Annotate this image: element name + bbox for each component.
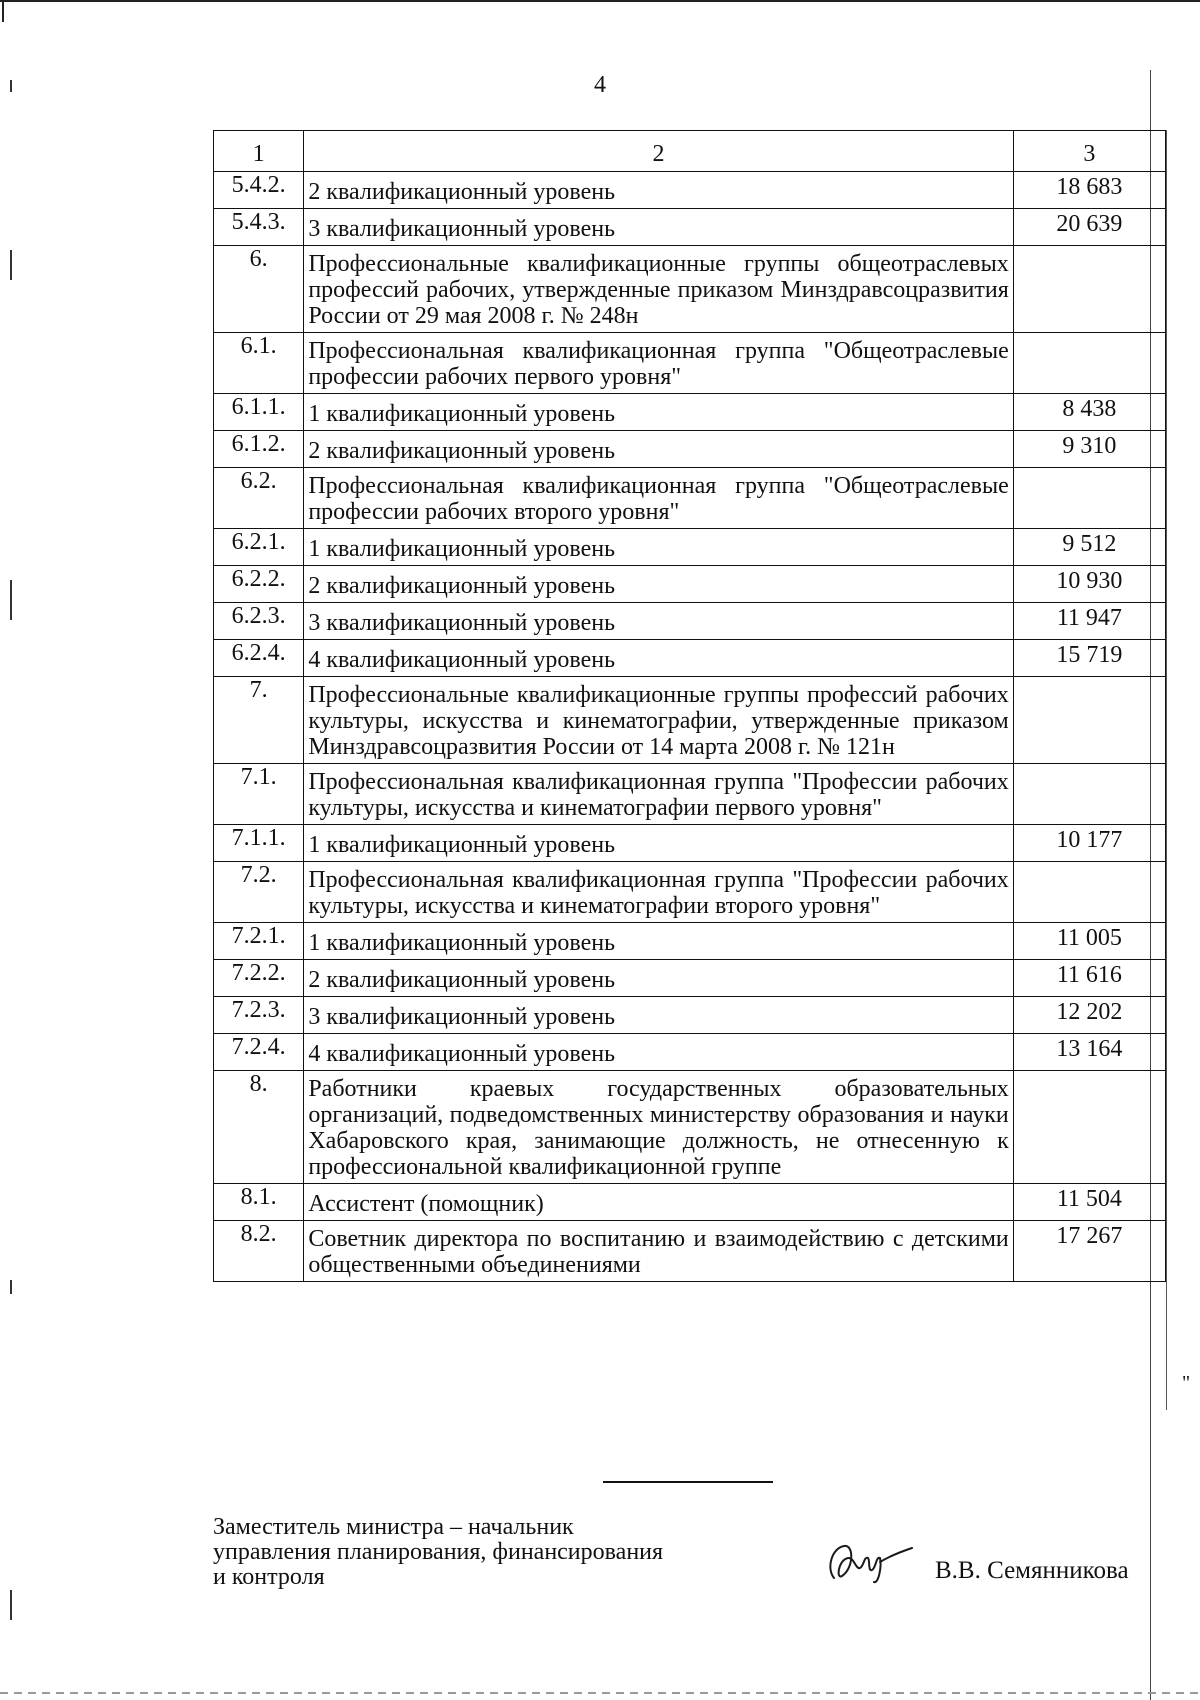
- row-description: 2 квалификационный уровень: [308, 179, 616, 205]
- table-row: [214, 997, 1166, 1034]
- row-value: [1018, 677, 1161, 679]
- scan-speck: [10, 1590, 12, 1620]
- table-row: [214, 566, 1166, 603]
- page-number: 4: [594, 72, 606, 98]
- row-value-cell: [1013, 566, 1165, 603]
- row-description-cell: [304, 960, 1013, 997]
- table-row: [214, 862, 1166, 923]
- row-number: 7.2.: [214, 862, 304, 923]
- row-description: Советник директора по воспитанию и взаимодействию с детскими общественными объединениями: [308, 1226, 1009, 1278]
- row-description: 2 квалификационный уровень: [308, 438, 616, 464]
- row-value-cell: [1013, 862, 1165, 923]
- row-value: 12 202: [1056, 999, 1123, 1025]
- row-value: 9 310: [1062, 433, 1117, 459]
- row-value-cell: [1013, 677, 1165, 764]
- row-value: 17 267: [1056, 1223, 1123, 1249]
- row-number: 7.2.1.: [214, 923, 304, 960]
- row-description: 4 квалификационный уровень: [308, 647, 616, 673]
- row-number: 7.: [214, 677, 304, 764]
- row-value: [1018, 333, 1161, 335]
- row-value-cell: [1013, 960, 1165, 997]
- row-number: 6.2.4.: [214, 640, 304, 677]
- table-row: [214, 603, 1166, 640]
- row-value-cell: [1013, 431, 1165, 468]
- row-description-cell: [304, 923, 1013, 960]
- row-number: 7.2.2.: [214, 960, 304, 997]
- row-number: 6.1.1.: [214, 394, 304, 431]
- row-value-cell: [1013, 923, 1165, 960]
- row-value-cell: [1013, 529, 1165, 566]
- scan-speck: [10, 1280, 12, 1294]
- row-description-cell: [304, 603, 1013, 640]
- table-row: [214, 333, 1166, 394]
- row-number: 7.1.1.: [214, 825, 304, 862]
- row-number: 5.4.3.: [214, 209, 304, 246]
- row-value-cell: [1013, 640, 1165, 677]
- row-description-cell: [304, 209, 1013, 246]
- signatory-name: В.В. Семянникова: [935, 1557, 1129, 1584]
- signatory-position-line: Заместитель министра – начальник: [213, 1514, 574, 1540]
- row-value: [1018, 764, 1161, 766]
- row-value: 11 947: [1056, 605, 1122, 631]
- row-value: 10 930: [1056, 568, 1123, 594]
- row-value-cell: [1013, 333, 1165, 394]
- row-value: 11 005: [1056, 925, 1122, 951]
- row-description-cell: [304, 764, 1013, 825]
- row-description: Профессиональные квалификационные группы общеотраслевых профессий рабочих, утвержденные приказом Минздравсоцразвития России от 29 мая 2008 г. № 248н: [308, 251, 1009, 329]
- row-description: 2 квалификационный уровень: [308, 967, 616, 993]
- row-description-cell: [304, 394, 1013, 431]
- row-description: Ассистент (помощник): [308, 1191, 544, 1217]
- row-number: 5.4.2.: [214, 172, 304, 209]
- salary-table-body: [214, 131, 1166, 1282]
- row-description: Профессиональная квалификационная группа "Общеотраслевые профессии рабочих второго уровня": [308, 473, 1009, 525]
- row-description-cell: [304, 246, 1013, 333]
- row-description-cell: [304, 529, 1013, 566]
- row-description: 3 квалификационный уровень: [308, 216, 616, 242]
- row-description: Профессиональные квалификационные группы профессий рабочих культуры, искусства и кинематографии, утвержденные приказом Минздравсоцразвития России от 14 марта 2008 г. № 121н: [308, 682, 1009, 760]
- row-description: Профессиональная квалификационная группа "Профессии рабочих культуры, искусства и кинематографии второго уровня": [308, 867, 1009, 919]
- row-value: 15 719: [1056, 642, 1123, 668]
- row-value: 8 438: [1062, 396, 1117, 422]
- row-description-cell: [304, 431, 1013, 468]
- row-description: Профессиональная квалификационная группа "Общеотраслевые профессии рабочих первого уровня": [308, 338, 1009, 390]
- table-row: [214, 1184, 1166, 1221]
- table-row: [214, 960, 1166, 997]
- row-number: 7.1.: [214, 764, 304, 825]
- header-col-3: 3: [1013, 131, 1165, 172]
- header-col-1: 1: [214, 131, 304, 172]
- row-number: 8.2.: [214, 1221, 304, 1282]
- row-description-cell: [304, 333, 1013, 394]
- row-description: 1 квалификационный уровень: [308, 536, 616, 562]
- row-value: [1018, 1071, 1161, 1073]
- row-description-cell: [304, 640, 1013, 677]
- table-row: [214, 677, 1166, 764]
- row-description-cell: [304, 997, 1013, 1034]
- row-description-cell: [304, 677, 1013, 764]
- row-description-cell: [304, 825, 1013, 862]
- row-description-cell: [304, 566, 1013, 603]
- row-description-cell: [304, 1034, 1013, 1071]
- row-value-cell: [1013, 246, 1165, 333]
- signatory-position-line: управления планирования, финансирования: [213, 1539, 664, 1565]
- table-row: [214, 172, 1166, 209]
- row-number: 8.: [214, 1071, 304, 1184]
- row-number: 7.2.3.: [214, 997, 304, 1034]
- row-value-cell: [1013, 764, 1165, 825]
- row-number: 6.: [214, 246, 304, 333]
- row-value: 11 504: [1056, 1186, 1122, 1212]
- row-description: 1 квалификационный уровень: [308, 832, 616, 858]
- scan-speck: [10, 250, 12, 280]
- row-value: 9 512: [1062, 531, 1117, 557]
- table-header-row: [214, 131, 1166, 172]
- scan-edge-bottom: [0, 1692, 1200, 1694]
- row-value-cell: [1013, 394, 1165, 431]
- row-value-cell: [1013, 468, 1165, 529]
- table-row: [214, 923, 1166, 960]
- row-description-cell: [304, 468, 1013, 529]
- row-number: 6.1.2.: [214, 431, 304, 468]
- row-value: [1018, 862, 1161, 864]
- scan-edge-top: [0, 0, 1200, 2]
- row-description: Профессиональная квалификационная группа "Профессии рабочих культуры, искусства и кинематографии первого уровня": [308, 769, 1009, 821]
- row-description-cell: [304, 1071, 1013, 1184]
- row-value-cell: [1013, 1034, 1165, 1071]
- row-number: 6.2.3.: [214, 603, 304, 640]
- row-number: 6.2.: [214, 468, 304, 529]
- row-number: 6.1.: [214, 333, 304, 394]
- row-description: 4 квалификационный уровень: [308, 1041, 616, 1067]
- table-row: [214, 431, 1166, 468]
- separator-line: [603, 1481, 773, 1483]
- header-col-2: 2: [304, 131, 1013, 172]
- table-row: [214, 394, 1166, 431]
- row-description-cell: [304, 1221, 1013, 1282]
- handwritten-signature: [824, 1538, 914, 1588]
- table-row: [214, 246, 1166, 333]
- row-description: 1 квалификационный уровень: [308, 930, 616, 956]
- salary-table: [213, 130, 1166, 1282]
- table-row: [214, 640, 1166, 677]
- table-row: [214, 209, 1166, 246]
- table-row: [214, 825, 1166, 862]
- row-value-cell: [1013, 1071, 1165, 1184]
- closing-quote: ": [1182, 1372, 1191, 1394]
- row-description-cell: [304, 1184, 1013, 1221]
- row-value-cell: [1013, 1221, 1165, 1282]
- table-row: [214, 529, 1166, 566]
- row-value-cell: [1013, 172, 1165, 209]
- row-value-cell: [1013, 1184, 1165, 1221]
- row-number: 7.2.4.: [214, 1034, 304, 1071]
- row-value: [1018, 468, 1161, 470]
- table-row: [214, 764, 1166, 825]
- row-value: 11 616: [1056, 962, 1122, 988]
- scan-speck: [10, 580, 12, 620]
- row-description-cell: [304, 172, 1013, 209]
- row-number: 6.2.2.: [214, 566, 304, 603]
- row-value: 13 164: [1056, 1036, 1123, 1062]
- row-description: 3 квалификационный уровень: [308, 1004, 616, 1030]
- row-description: 3 квалификационный уровень: [308, 610, 616, 636]
- table-row: [214, 468, 1166, 529]
- row-description: Работники краевых государственных образовательных организаций, подведомственных министерству образования и науки Хабаровского края, занимающие должность, не отнесенную к профессиональной квалификационной группе: [308, 1076, 1009, 1180]
- row-description-cell: [304, 862, 1013, 923]
- row-value: [1018, 246, 1161, 248]
- row-description: 1 квалификационный уровень: [308, 401, 616, 427]
- row-value: 20 639: [1056, 211, 1123, 237]
- row-value-cell: [1013, 997, 1165, 1034]
- scan-edge-mark: [2, 0, 4, 22]
- row-number: 8.1.: [214, 1184, 304, 1221]
- row-value-cell: [1013, 825, 1165, 862]
- row-value: 18 683: [1056, 174, 1123, 200]
- table-row: [214, 1221, 1166, 1282]
- signatory-position: [213, 1515, 773, 1590]
- row-number: 6.2.1.: [214, 529, 304, 566]
- signatory-position-line: и контроля: [213, 1564, 325, 1590]
- table-row: [214, 1034, 1166, 1071]
- row-description: 2 квалификационный уровень: [308, 573, 616, 599]
- scan-edge-right-inner: [1166, 130, 1167, 1410]
- row-value-cell: [1013, 603, 1165, 640]
- table-row: [214, 1071, 1166, 1184]
- row-value: 10 177: [1056, 827, 1123, 853]
- row-value-cell: [1013, 209, 1165, 246]
